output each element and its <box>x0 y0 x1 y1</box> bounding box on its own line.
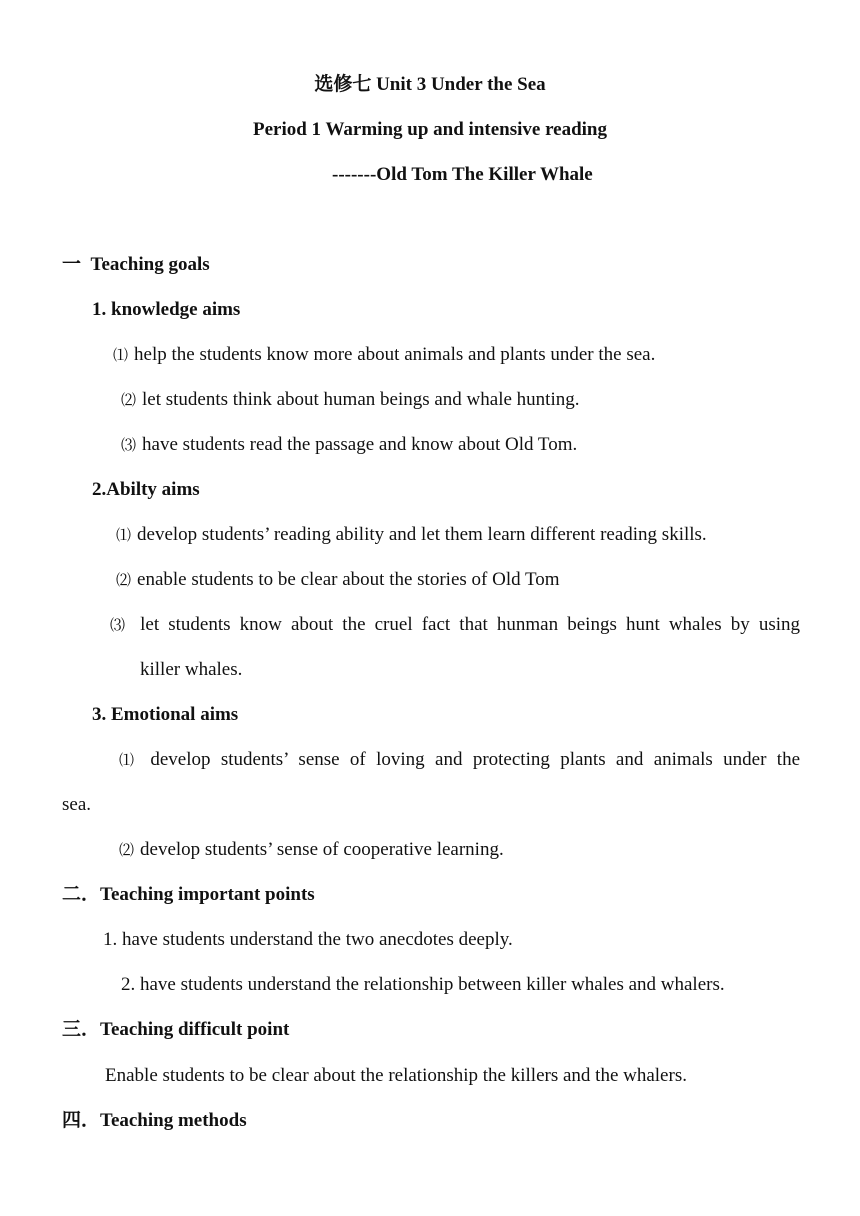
item-text: help the students know more about animals and plants under the sea. <box>134 344 656 365</box>
section-1-heading <box>62 253 210 277</box>
item-number: ⑵ <box>119 843 135 859</box>
item-text: develop students’ sense of loving and protecting plants and animals under the <box>150 749 801 770</box>
ability-item-3 <box>110 613 800 638</box>
ability-aims-heading: 2.Abilty aims <box>92 479 200 500</box>
item-number: ⑵ <box>116 573 132 589</box>
title-line-2: Period 1 Warming up and intensive reading <box>252 119 607 140</box>
ability-item-3-continuation: killer whales. <box>140 659 243 680</box>
item-text: let students know about the cruel fact that hunman beings hunt whales by using <box>140 614 800 635</box>
important-point-1: 1. have students understand the two anecdotes deeply. <box>103 929 513 950</box>
emotional-item-2 <box>119 838 504 863</box>
section-4-heading <box>62 1109 247 1133</box>
emotional-item-1-continuation: sea. <box>62 794 92 815</box>
title-line-3: -------Old Tom The Killer Whale <box>332 164 593 185</box>
section-2-heading <box>62 883 315 907</box>
section-1-marker: 一 <box>62 254 82 275</box>
ability-item-2 <box>116 568 560 593</box>
knowledge-item-2 <box>121 388 579 413</box>
difficult-point-text: Enable students to be clear about the relationship the killers and the whalers. <box>105 1065 687 1086</box>
item-number: ⑴ <box>116 528 132 544</box>
emotional-item-1 <box>119 748 800 773</box>
section-3-marker: 三． <box>62 1019 101 1040</box>
item-text: develop students’ sense of cooperative learning. <box>140 839 504 860</box>
title-line-1: 选修七 Unit 3 Under the Sea <box>314 74 546 95</box>
section-4-marker: 四． <box>62 1110 101 1131</box>
section-3-title: Teaching difficult point <box>100 1019 290 1040</box>
item-text: have students read the passage and know about Old Tom. <box>142 434 578 455</box>
item-number: ⑵ <box>121 393 137 409</box>
section-4-title: Teaching methods <box>100 1110 247 1131</box>
knowledge-aims-heading: 1. knowledge aims <box>92 299 241 320</box>
item-text: enable students to be clear about the stories of Old Tom <box>137 569 560 590</box>
item-number: ⑶ <box>121 438 137 454</box>
section-2-title: Teaching important points <box>100 884 315 905</box>
item-text: develop students’ reading ability and let them learn different reading skills. <box>137 524 707 545</box>
section-2-marker: 二． <box>62 884 101 905</box>
knowledge-item-1 <box>113 343 655 368</box>
section-3-heading <box>62 1018 289 1042</box>
important-point-2: 2. have students understand the relationship between killer whales and whalers. <box>121 974 725 995</box>
emotional-aims-heading: 3. Emotional aims <box>92 704 239 725</box>
section-1-title: Teaching goals <box>90 254 210 275</box>
item-number: ⑴ <box>113 348 129 364</box>
item-number: ⑴ <box>119 753 135 769</box>
item-number: ⑶ <box>110 618 126 634</box>
knowledge-item-3 <box>121 433 577 458</box>
ability-item-1 <box>116 523 707 548</box>
item-text: let students think about human beings and whale hunting. <box>142 389 580 410</box>
